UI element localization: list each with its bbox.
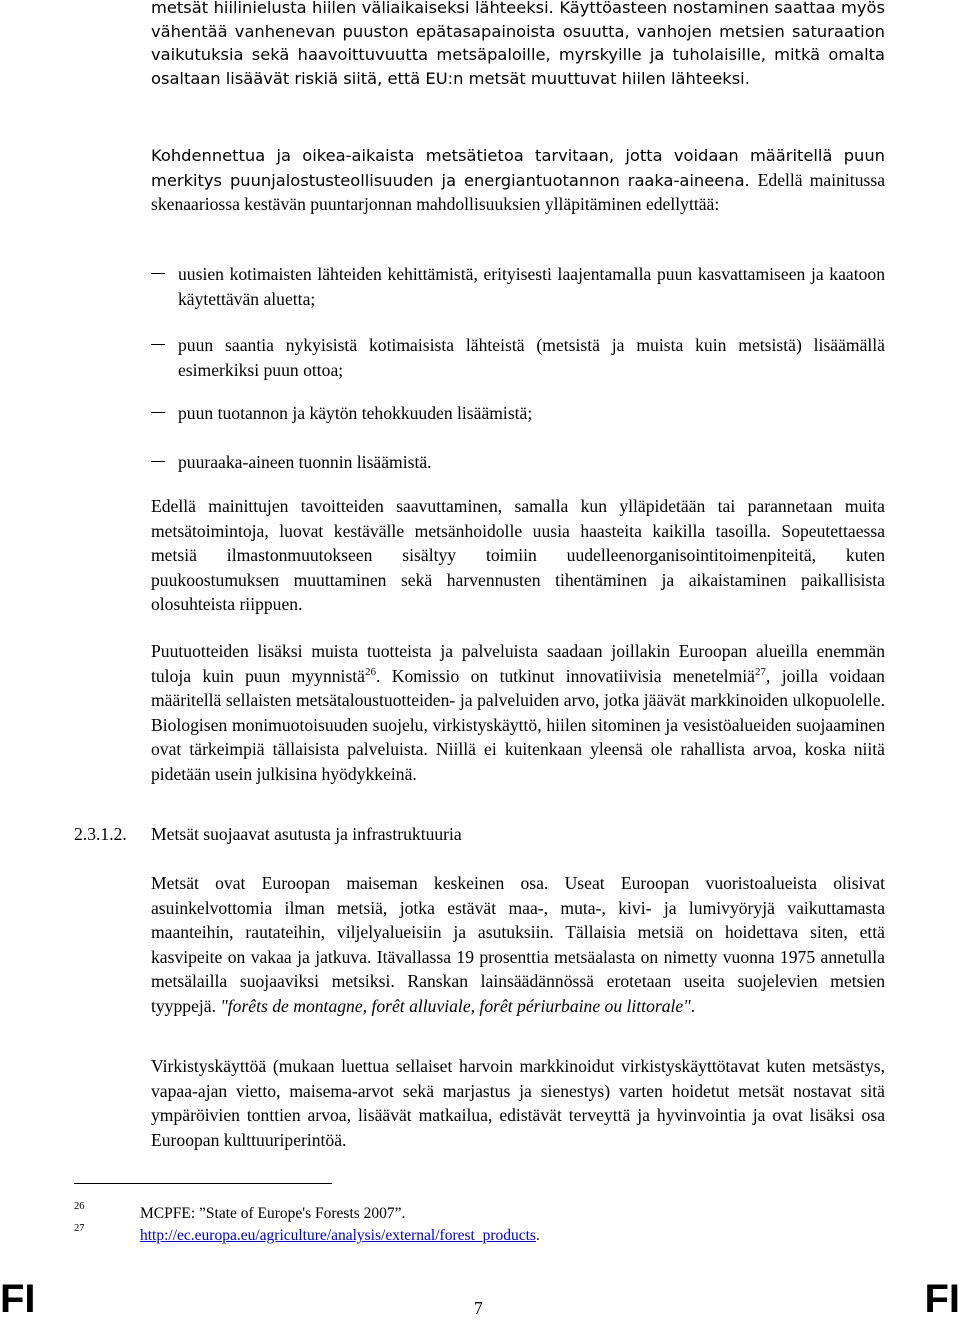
footnote-suffix: . — [535, 1227, 540, 1244]
section-heading — [74, 822, 462, 846]
paragraph-protective-forests — [151, 871, 885, 1019]
list-item — [151, 401, 885, 426]
paragraph-challenges — [151, 494, 885, 617]
language-code-left: FI — [0, 1277, 36, 1321]
paragraph-challenges-part1: Edellä mainittujen tavoitteiden saavuttaminen, samalla kun ylläpidetään tai parannetaan muita metsätoimintoja, luovat kestävälle metsänhoidolle uusia haasteita kaikilla tasoilla. — [151, 496, 885, 541]
list-item-text: uusien kotimaisten lähteiden kehittämistä, erityisesti laajentamalla puun kasvattamiseen ja kaatoon käytettävän aluetta; — [178, 264, 885, 309]
footnote-number: 27 — [74, 1223, 85, 1234]
section-number: 2.3.1.2. — [74, 824, 127, 844]
french-forest-types-quote: "forêts de montagne, forêt alluviale, forêt périurbaine ou littorale" — [220, 995, 691, 1016]
dash-bullet-icon — [151, 461, 165, 462]
footnote-ref-27[interactable]: 27 — [754, 665, 766, 678]
paragraph-other-products-part3: , joilla voidaan määritellä sellaisten metsätaloustuotteiden- ja palveluiden arvo, jotka jäävät markkinoiden ulkopuolelle. Biologisen monimuotoisuuden suojelu, virkistyskäyttö, hiilen sitominen ja vesistöalueiden suojaaminen ovat tärkeimpiä tällaisista palveluista. Niillä ei kuitenkaan yleensä ole rahallista arvoa, koska niitä pidetään usein julkisina hyödykkeinä. — [151, 665, 885, 784]
paragraph-protective-forests-end: . — [690, 995, 696, 1016]
footnote-ref-26[interactable]: 26 — [365, 665, 376, 678]
paragraph-forest-information — [151, 144, 885, 217]
paragraph-other-products — [151, 639, 885, 787]
paragraph-protective-forests-part1: Metsät ovat Euroopan maiseman keskeinen osa. Useat Euroopan vuoristoalueista olisivat asuinkelvottomia ilman metsiä, jotka estävät maa-, muta-, kivi- ja lumivyöryjä vaikuttamasta maanteihin, rautateihin, viljelyalueisiin ja asutuksiin. Tällaisia metsiä on hoidettava siten, että kasvipeite on vakaa ja jatkuva. Itävallassa 19 prosenttia metsäalasta on nimetty vuonna 1975 annetulla metsälailla suojaaviksi metsiksi. Ranskan lainsäädännössä erotetaan useita suojelevien metsien tyyppejä. — [151, 873, 885, 1016]
forest-products-link[interactable]: http://ec.europa.eu/agriculture/analysis/external/forest_products — [140, 1227, 536, 1244]
paragraph-forest-information-serif: Edellä mainitussa skenaariossa kestävän puuntarjonnan mahdollisuuksien ylläpitäminen edellyttää: — [151, 169, 885, 215]
list-item-text: puuraaka-aineen tuonnin lisäämistä. — [178, 452, 432, 472]
list-item-text: puun tuotannon ja käytön tehokkuuden lisäämistä; — [178, 403, 533, 423]
list-item — [151, 333, 885, 382]
list-item — [151, 450, 885, 475]
paragraph-other-products-part2: . Komissio on tutkinut innovatiivisia menetelmiä — [376, 665, 755, 686]
dash-bullet-icon — [151, 273, 165, 274]
page-number: 7 — [474, 1298, 483, 1318]
paragraph-carbon-sink: metsät hiilinielusta hiilen väliaikaiseksi lähteeksi. Käyttöasteen nostaminen saattaa myös vähentää vanhenevan puuston epätasapainoista osuutta, vanhojen metsien saturaation vaikutuksia sekä haavoittuvuutta metsäpaloille, myrskyille ja tuholaisille, mitkä omalta osaltaan lisäävät riskiä siitä, että EU:n metsät muuttuvat hiilen lähteeksi. — [151, 0, 885, 88]
section-title: Metsät suojaavat asutusta ja infrastruktuuria — [151, 824, 462, 844]
list-item-text: puun saantia nykyisistä kotimaisista lähteistä (metsistä ja muista kuin metsistä) lisäämällä esimerkiksi puun ottoa; — [178, 335, 885, 380]
footnote-text-container — [140, 1226, 540, 1246]
footnote-text: MCPFE: ”State of Europe's Forests 2007”. — [140, 1205, 406, 1222]
footnote-divider — [74, 1183, 332, 1184]
paragraph-forest-information-sans: Kohdennettua ja oikea-aikaista metsätietoa tarvitaan, jotta voidaan määritellä puun merkitys puunjalostusteollisuuden ja energiantuotannon raaka-aineena. — [151, 146, 885, 190]
paragraph-other-products-part1: Puutuotteiden lisäksi muista tuotteista ja palveluista saadaan joillakin Euroopan alueilla enemmän tuloja kuin puun myynnistä — [151, 641, 885, 686]
dash-bullet-icon — [151, 412, 165, 413]
dash-bullet-icon — [151, 344, 165, 345]
list-item — [151, 262, 885, 311]
footnote-number: 26 — [74, 1201, 85, 1212]
language-code-right: FI — [924, 1277, 960, 1321]
paragraph-challenges-part2: Sopeutettaessa metsiä ilmastonmuutokseen sisältyy toimiin uudelleenorganisointitoimenpiteitä, kuten puukoostumuksen muuttaminen sekä harvennusten tihentäminen ja aikaistaminen paikallisista olosuhteista riippuen. — [151, 520, 885, 615]
paragraph-recreation: Virkistyskäyttöä (mukaan luettua sellaiset harvoin markkinoidut virkistyskäyttötavat kuten metsästys, vapaa-ajan vietto, maisema-arvot sekä marjastus ja sienestys) varten hoidetut metsät nostavat sitä ympäröivien tonttien arvoa, lisäävät matkailua, edistävät terveyttä ja hyvinvointia ja ovat lisäksi osa Euroopan kulttuuriperintöä. — [151, 1056, 885, 1150]
